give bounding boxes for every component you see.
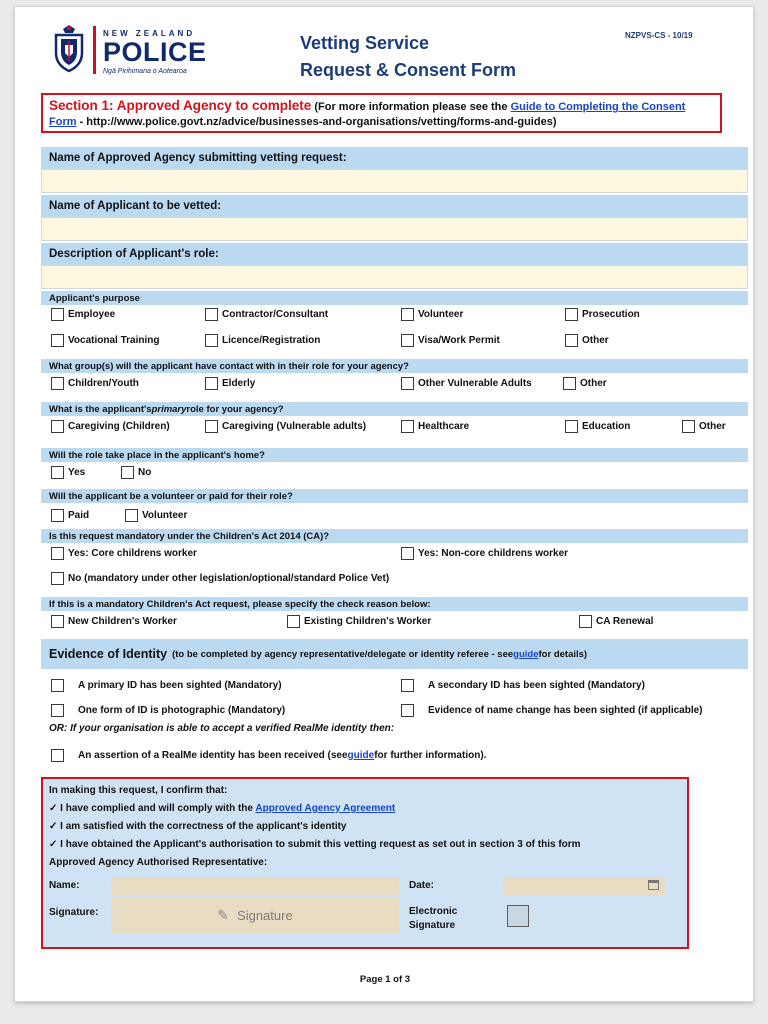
- police-crest-icon: [51, 23, 87, 73]
- paid-paid[interactable]: Paid: [51, 509, 89, 522]
- declaration-check3: ✓ I have obtained the Applicant's authorisation to submit this vetting request as set out in section 3 of this form: [49, 839, 581, 850]
- police-logo: [51, 23, 241, 85]
- evidence-note-suffix: for details): [538, 648, 588, 660]
- checkbox[interactable]: [287, 615, 300, 628]
- checkbox[interactable]: [51, 377, 64, 390]
- guide-link[interactable]: Guide to Completing the Consent Form: [49, 101, 686, 128]
- groups-label: What group(s) will the applicant have contact with in their role for your agency?: [41, 359, 748, 373]
- home-yes[interactable]: Yes: [51, 466, 85, 479]
- checkbox[interactable]: [51, 547, 64, 560]
- checkbox[interactable]: [51, 334, 64, 347]
- evidence-name-change[interactable]: Evidence of name change has been sighted (if applicable): [401, 704, 703, 717]
- checkbox[interactable]: [51, 420, 64, 433]
- checkbox[interactable]: [51, 749, 64, 762]
- checkbox[interactable]: [682, 420, 695, 433]
- purpose-employee[interactable]: Employee: [51, 308, 115, 321]
- name-label: Name:: [49, 880, 80, 891]
- electronic-signature-label1: Electronic: [409, 906, 458, 917]
- calendar-icon[interactable]: [648, 880, 659, 890]
- section1-banner: [41, 93, 722, 133]
- checkbox[interactable]: [51, 615, 64, 628]
- declaration-check2: ✓ I am satisfied with the correctness of the applicant's identity: [49, 821, 347, 832]
- realme-guide-link[interactable]: guide: [347, 750, 375, 761]
- purpose-volunteer[interactable]: Volunteer: [401, 308, 463, 321]
- evidence-photographic-id[interactable]: One form of ID is photographic (Mandatory): [51, 704, 285, 717]
- role-description-label: Description of Applicant's role:: [41, 243, 748, 265]
- checkbox[interactable]: [565, 420, 578, 433]
- checkbox[interactable]: [205, 334, 218, 347]
- declaration-intro: In making this request, I confirm that:: [49, 785, 228, 796]
- group-vulnerable-adults[interactable]: Other Vulnerable Adults: [401, 377, 532, 390]
- purpose-vocational-training[interactable]: Vocational Training: [51, 334, 160, 347]
- date-input[interactable]: [503, 877, 665, 895]
- checkbox[interactable]: [205, 308, 218, 321]
- checkbox[interactable]: [51, 308, 64, 321]
- checkbox[interactable]: [565, 334, 578, 347]
- date-label: Date:: [409, 880, 435, 891]
- checkbox[interactable]: [205, 377, 218, 390]
- checkbox[interactable]: [401, 334, 414, 347]
- page-number: Page 1 of 3: [359, 974, 411, 985]
- pen-icon: ✎: [217, 906, 230, 923]
- signature-field[interactable]: ✎ Signature: [111, 897, 399, 933]
- representative-label: Approved Agency Authorised Representative:: [49, 857, 268, 868]
- checkbox[interactable]: [51, 466, 64, 479]
- declaration-box: [41, 777, 689, 949]
- role-healthcare[interactable]: Healthcare: [401, 420, 469, 433]
- mandatory-core[interactable]: Yes: Core childrens worker: [51, 547, 197, 560]
- section1-title: Section 1: Approved Agency to complete: [49, 98, 312, 113]
- purpose-visa[interactable]: Visa/Work Permit: [401, 334, 500, 347]
- paid-volunteer[interactable]: Volunteer: [125, 509, 187, 522]
- mandatory-non-core[interactable]: Yes: Non-core childrens worker: [401, 547, 568, 560]
- checkbox[interactable]: [125, 509, 138, 522]
- logo-country: NEW ZEALAND: [103, 29, 196, 38]
- reason-existing-worker[interactable]: Existing Children's Worker: [287, 615, 431, 628]
- evidence-secondary-id[interactable]: A secondary ID has been sighted (Mandatory): [401, 679, 645, 692]
- logo-divider: [93, 26, 96, 74]
- home-label: Will the role take place in the applicant's home?: [41, 448, 748, 462]
- reason-ca-renewal[interactable]: CA Renewal: [579, 615, 653, 628]
- role-caregiving-children[interactable]: Caregiving (Children): [51, 420, 170, 433]
- purpose-other[interactable]: Other: [565, 334, 609, 347]
- logo-wordmark: POLICE: [103, 37, 207, 67]
- electronic-signature-checkbox[interactable]: [507, 905, 529, 927]
- primary-role-label: What is the applicant's primary role for your agency?: [41, 402, 748, 416]
- role-education[interactable]: Education: [565, 420, 630, 433]
- electronic-signature-label2: Signature: [409, 920, 456, 931]
- role-description-input[interactable]: [41, 265, 748, 289]
- group-other[interactable]: Other: [563, 377, 607, 390]
- mandatory-label: Is this request mandatory under the Children's Act 2014 (CA)?: [41, 529, 748, 543]
- paid-label: Will the applicant be a volunteer or paid for their role?: [41, 489, 748, 503]
- evidence-realme[interactable]: An assertion of a RealMe identity has been received (see guide for further information).: [51, 749, 486, 762]
- checkbox[interactable]: [51, 704, 64, 717]
- logo-subtitle: Ngā Pirihimana o Aotearoa: [103, 68, 187, 75]
- declaration-check1: ✓ I have complied and will comply with the Approved Agency Agreement: [49, 803, 396, 814]
- group-children[interactable]: Children/Youth: [51, 377, 139, 390]
- purpose-licence[interactable]: Licence/Registration: [205, 334, 320, 347]
- checkbox[interactable]: [401, 679, 414, 692]
- form-code: NZPVS-CS - 10/19: [625, 31, 693, 40]
- group-elderly[interactable]: Elderly: [205, 377, 255, 390]
- purpose-prosecution[interactable]: Prosecution: [565, 308, 640, 321]
- role-other[interactable]: Other: [682, 420, 726, 433]
- form-title-line2: Request & Consent Form: [300, 60, 517, 80]
- checkbox[interactable]: [401, 547, 414, 560]
- agency-name-input[interactable]: [41, 169, 748, 193]
- signature-label: Signature:: [49, 907, 99, 918]
- representative-name-input[interactable]: [111, 877, 399, 895]
- section1-note-prefix: (For more information please see the: [314, 101, 511, 113]
- checkbox[interactable]: [51, 572, 64, 585]
- reason-new-worker[interactable]: New Children's Worker: [51, 615, 177, 628]
- checkbox[interactable]: [51, 679, 64, 692]
- purpose-contractor[interactable]: Contractor/Consultant: [205, 308, 328, 321]
- mandatory-no[interactable]: No (mandatory under other legislation/optional/standard Police Vet): [51, 572, 389, 585]
- checkbox[interactable]: [401, 704, 414, 717]
- checkbox[interactable]: [563, 377, 576, 390]
- checkbox[interactable]: [401, 420, 414, 433]
- form-title-line1: Vetting Service: [300, 33, 430, 53]
- agency-agreement-link[interactable]: Approved Agency Agreement: [255, 803, 396, 814]
- evidence-guide-link[interactable]: guide: [513, 648, 539, 660]
- role-caregiving-adults[interactable]: Caregiving (Vulnerable adults): [205, 420, 366, 433]
- checkbox[interactable]: [565, 308, 578, 321]
- checkbox[interactable]: [51, 509, 64, 522]
- evidence-band: [41, 639, 748, 669]
- section1-note-suffix: - http://www.police.govt.nz/advice/businesses-and-organisations/vetting/forms-and-guides): [76, 116, 557, 128]
- check-reason-label: If this is a mandatory Children's Act request, please specify the check reason below:: [41, 597, 748, 611]
- applicant-name-input[interactable]: [41, 217, 748, 241]
- checkbox[interactable]: [401, 377, 414, 390]
- evidence-title: Evidence of Identity: [49, 647, 168, 661]
- evidence-note-prefix: (to be completed by agency representative/delegate or identity referee - see: [172, 648, 514, 660]
- realme-or-line: OR: If your organisation is able to accept a verified RealMe identity then:: [49, 723, 395, 734]
- checkbox[interactable]: [205, 420, 218, 433]
- form-page: [14, 6, 754, 1002]
- checkbox[interactable]: [579, 615, 592, 628]
- checkbox[interactable]: [401, 308, 414, 321]
- evidence-primary-id[interactable]: A primary ID has been sighted (Mandatory): [51, 679, 282, 692]
- home-no[interactable]: No: [121, 466, 151, 479]
- applicant-name-label: Name of Applicant to be vetted:: [41, 195, 748, 217]
- checkbox[interactable]: [121, 466, 134, 479]
- purpose-label: Applicant's purpose: [41, 291, 748, 305]
- agency-name-label: Name of Approved Agency submitting vetting request:: [41, 147, 748, 169]
